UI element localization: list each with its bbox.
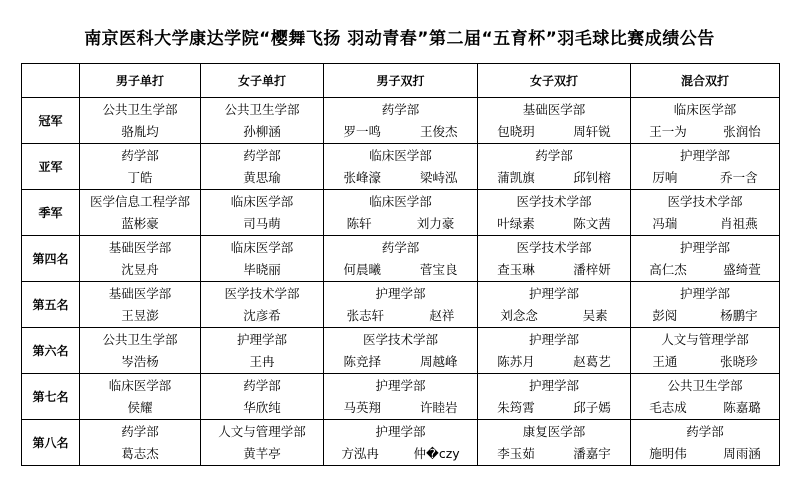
player-name: 陈轩 xyxy=(346,215,372,231)
rank-label: 季军 xyxy=(22,190,80,236)
result-cell xyxy=(201,328,324,374)
player-name: 蓝彬豪 xyxy=(121,215,159,231)
department-name: 药学部 xyxy=(686,423,724,439)
department-name: 临床医学部 xyxy=(230,239,294,255)
department-name: 临床医学部 xyxy=(369,147,432,163)
department-name: 药学部 xyxy=(381,239,420,255)
result-cell xyxy=(324,190,478,236)
result-cell xyxy=(478,328,631,374)
result-cell xyxy=(478,236,631,282)
department-name: 医学技术学部 xyxy=(224,285,300,301)
department-name: 公共卫生学部 xyxy=(224,101,300,117)
player-name: 周轩锐 xyxy=(573,123,611,139)
result-cell xyxy=(324,374,478,420)
player-name: 邱子嫣 xyxy=(573,399,611,415)
header-mens-doubles: 男子双打 xyxy=(324,64,478,98)
player-name: 孙柳涵 xyxy=(243,123,281,139)
player-name: 黄芊亭 xyxy=(243,445,281,461)
department-name: 药学部 xyxy=(121,147,159,163)
result-cell xyxy=(631,190,780,236)
department-name: 人文与管理学部 xyxy=(218,423,306,439)
result-cell xyxy=(80,190,201,236)
results-table xyxy=(21,63,780,466)
player-name: 王冉 xyxy=(249,353,275,369)
result-cell xyxy=(201,190,324,236)
department-name: 药学部 xyxy=(535,147,573,163)
rank-label: 第六名 xyxy=(22,328,80,374)
player-name: 王俊杰 xyxy=(419,123,458,139)
player-name: 骆胤均 xyxy=(121,123,159,139)
player-name: 马英翔 xyxy=(343,399,381,415)
player-name: 肖祖燕 xyxy=(720,215,758,231)
player-name: 仲�czy xyxy=(413,445,460,461)
player-name: 刘念念 xyxy=(500,307,538,323)
department-name: 临床医学部 xyxy=(230,193,294,209)
result-cell xyxy=(478,190,631,236)
player-name: 方泓冉 xyxy=(341,445,379,461)
department-name: 公共卫生学部 xyxy=(102,101,178,117)
result-cell xyxy=(201,144,324,190)
player-name: 王通 xyxy=(652,353,678,369)
player-name: 华欣纯 xyxy=(243,399,281,415)
department-name: 护理学部 xyxy=(375,377,426,393)
player-name: 张润怡 xyxy=(723,123,761,139)
department-name: 药学部 xyxy=(243,147,281,163)
result-cell xyxy=(324,282,478,328)
player-name: 邱钊榕 xyxy=(573,169,611,185)
player-name: 菅宝良 xyxy=(419,261,458,277)
header-womens-doubles: 女子双打 xyxy=(478,64,631,98)
department-name: 人文与管理学部 xyxy=(661,331,749,347)
table-row xyxy=(22,374,780,420)
department-name: 临床医学部 xyxy=(108,377,172,393)
department-name: 公共卫生学部 xyxy=(102,331,178,347)
department-name: 护理学部 xyxy=(375,285,426,301)
header-mixed-doubles: 混合双打 xyxy=(631,64,780,98)
player-name: 叶绿素 xyxy=(497,215,535,231)
player-name: 李玉茹 xyxy=(497,445,535,461)
table-row xyxy=(22,282,780,328)
player-name: 赵葛艺 xyxy=(573,353,611,369)
department-name: 医学技术学部 xyxy=(516,193,592,209)
player-name: 施明伟 xyxy=(649,445,687,461)
result-cell xyxy=(80,282,201,328)
result-cell xyxy=(201,282,324,328)
result-cell xyxy=(201,420,324,466)
department-name: 护理学部 xyxy=(528,331,579,347)
result-cell xyxy=(478,282,631,328)
department-name: 护理学部 xyxy=(375,423,426,439)
result-cell xyxy=(478,144,631,190)
department-name: 护理学部 xyxy=(528,377,579,393)
table-row xyxy=(22,98,780,144)
department-name: 临床医学部 xyxy=(673,101,737,117)
player-name: 岑浩杨 xyxy=(121,353,159,369)
result-cell xyxy=(80,144,201,190)
player-name: 吴素 xyxy=(582,307,608,323)
department-name: 护理学部 xyxy=(679,285,730,301)
player-name: 葛志杰 xyxy=(121,445,159,461)
header-womens-singles: 女子单打 xyxy=(201,64,324,98)
department-name: 临床医学部 xyxy=(369,193,432,209)
player-name: 张志轩 xyxy=(346,307,385,323)
player-name: 高仁杰 xyxy=(649,261,687,277)
corner-cell xyxy=(22,64,80,98)
department-name: 医学技术学部 xyxy=(362,331,438,347)
player-name: 蒲凯旗 xyxy=(497,169,535,185)
player-name: 沈昱舟 xyxy=(121,261,159,277)
department-name: 基础医学部 xyxy=(522,101,586,117)
player-name: 潘梓妍 xyxy=(573,261,611,277)
result-cell xyxy=(631,374,780,420)
player-name: 黄思瑜 xyxy=(243,169,281,185)
player-name: 张峰濠 xyxy=(343,169,381,185)
result-cell xyxy=(631,420,780,466)
player-name: 盛绮萱 xyxy=(723,261,761,277)
department-name: 公共卫生学部 xyxy=(667,377,743,393)
header-mens-singles: 男子单打 xyxy=(80,64,201,98)
result-cell xyxy=(201,98,324,144)
player-name: 厉响 xyxy=(652,169,678,185)
department-name: 医学信息工程学部 xyxy=(89,193,190,209)
rank-label: 第四名 xyxy=(22,236,80,282)
player-name: 毛志成 xyxy=(649,399,687,415)
player-name: 司马萌 xyxy=(243,215,281,231)
player-name: 彭阅 xyxy=(652,307,678,323)
result-cell xyxy=(201,374,324,420)
result-cell xyxy=(324,98,478,144)
rank-label: 亚军 xyxy=(22,144,80,190)
player-name: 包晓玥 xyxy=(497,123,535,139)
result-cell xyxy=(324,236,478,282)
player-name: 陈文茜 xyxy=(573,215,611,231)
result-cell xyxy=(631,236,780,282)
rank-label: 第八名 xyxy=(22,420,80,466)
player-name: 罗一鸣 xyxy=(343,123,381,139)
page-title: 南京医科大学康达学院“樱舞飞扬 羽动青春”第二届“五育杯”羽毛球比赛成绩公告 xyxy=(84,29,715,49)
department-name: 护理学部 xyxy=(679,239,730,255)
player-name: 丁皓 xyxy=(127,169,153,185)
player-name: 周雨涵 xyxy=(723,445,761,461)
table-row xyxy=(22,190,780,236)
result-cell xyxy=(80,236,201,282)
player-name: 陈嘉璐 xyxy=(723,399,761,415)
department-name: 基础医学部 xyxy=(108,285,172,301)
table-row xyxy=(22,144,780,190)
department-name: 基础医学部 xyxy=(108,239,172,255)
player-name: 周越峰 xyxy=(419,353,458,369)
result-cell xyxy=(631,98,780,144)
department-name: 康复医学部 xyxy=(522,423,586,439)
department-name: 医学技术学部 xyxy=(516,239,592,255)
result-cell xyxy=(631,328,780,374)
player-name: 王一为 xyxy=(649,123,687,139)
player-name: 潘嘉宇 xyxy=(573,445,611,461)
department-name: 药学部 xyxy=(381,101,420,117)
table-row xyxy=(22,328,780,374)
result-cell xyxy=(324,144,478,190)
player-name: 许睦岩 xyxy=(419,399,458,415)
header-row xyxy=(22,64,780,98)
player-name: 陈竞择 xyxy=(343,353,381,369)
player-name: 毕晓丽 xyxy=(243,261,281,277)
department-name: 护理学部 xyxy=(528,285,579,301)
player-name: 梁峙泓 xyxy=(419,169,458,185)
result-cell xyxy=(324,420,478,466)
table-row xyxy=(22,236,780,282)
result-cell xyxy=(80,328,201,374)
result-cell xyxy=(631,144,780,190)
player-name: 乔一含 xyxy=(720,169,758,185)
player-name: 杨鹏宇 xyxy=(720,307,758,323)
rank-label: 冠军 xyxy=(22,98,80,144)
rank-label: 第五名 xyxy=(22,282,80,328)
department-name: 护理学部 xyxy=(679,147,730,163)
rank-label: 第七名 xyxy=(22,374,80,420)
department-name: 护理学部 xyxy=(236,331,287,347)
result-cell xyxy=(201,236,324,282)
result-cell xyxy=(324,328,478,374)
result-cell xyxy=(80,420,201,466)
player-name: 王昱澎 xyxy=(121,307,159,323)
player-name: 朱筠霄 xyxy=(497,399,535,415)
player-name: 张晓珍 xyxy=(720,353,758,369)
player-name: 侯耀 xyxy=(127,399,153,415)
department-name: 药学部 xyxy=(121,423,159,439)
result-cell xyxy=(478,420,631,466)
player-name: 冯瑞 xyxy=(652,215,678,231)
player-name: 查玉琳 xyxy=(497,261,535,277)
result-cell xyxy=(478,98,631,144)
result-cell xyxy=(80,374,201,420)
table-row xyxy=(22,420,780,466)
player-name: 沈彦希 xyxy=(243,307,281,323)
department-name: 药学部 xyxy=(243,377,281,393)
player-name: 陈苏月 xyxy=(497,353,535,369)
result-cell xyxy=(631,282,780,328)
player-name: 何晨曦 xyxy=(343,261,381,277)
department-name: 医学技术学部 xyxy=(667,193,743,209)
player-name: 刘力豪 xyxy=(416,215,455,231)
player-name: 赵祥 xyxy=(429,307,455,323)
result-cell xyxy=(80,98,201,144)
result-cell xyxy=(478,374,631,420)
